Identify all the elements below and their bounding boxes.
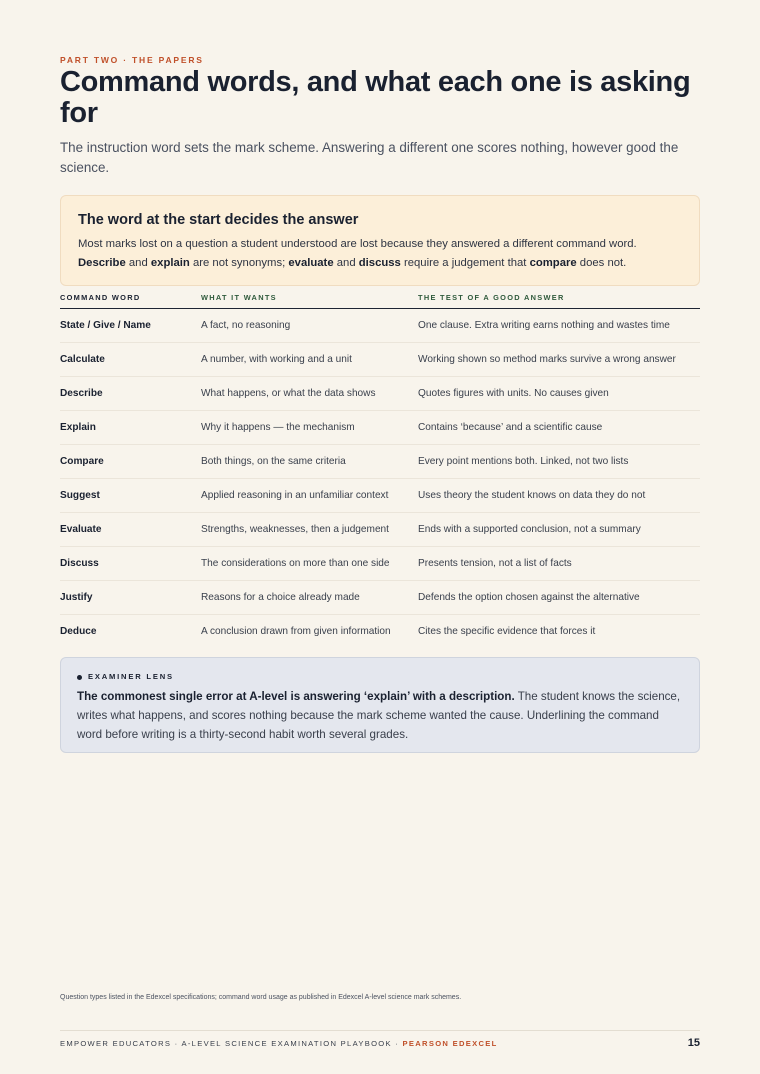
what-it-wants-cell: The considerations on more than one side xyxy=(201,558,390,569)
what-it-wants-cell: Strengths, weaknesses, then a judgement xyxy=(201,524,389,535)
what-it-wants-cell: Applied reasoning in an unfamiliar context xyxy=(201,490,389,501)
page-title: Command words, and what each one is asking for xyxy=(60,66,691,129)
command-word-cell: Justify xyxy=(60,592,93,603)
callout-term-compare: compare xyxy=(529,257,577,269)
callout-text: are not synonyms; xyxy=(189,257,289,269)
footer xyxy=(60,1039,700,1048)
good-answer-test-cell: Working shown so method marks survive a wrong answer xyxy=(418,354,676,365)
command-word-cell: Compare xyxy=(60,456,104,467)
table-row xyxy=(60,411,700,445)
what-it-wants-cell: Reasons for a choice already made xyxy=(201,592,360,603)
what-it-wants-cell: Why it happens — the mechanism xyxy=(201,422,355,433)
bullet-dot-icon xyxy=(77,675,82,680)
command-word-cell: Evaluate xyxy=(60,524,102,535)
page-subtitle: The instruction word sets the mark scheme. Answering a different one scores nothing, however good the science. xyxy=(60,140,679,175)
table-row xyxy=(60,581,700,615)
good-answer-test-cell: Every point mentions both. Linked, not two lists xyxy=(418,456,629,467)
command-word-cell: State / Give / Name xyxy=(60,320,151,331)
command-words-table xyxy=(60,293,700,649)
table-row xyxy=(60,377,700,411)
command-word-cell: Deduce xyxy=(60,626,97,637)
what-it-wants-cell: A fact, no reasoning xyxy=(201,320,291,331)
callout-text: and xyxy=(125,257,151,269)
callout-term-explain: explain xyxy=(150,257,190,269)
what-it-wants-cell: A number, with working and a unit xyxy=(201,354,352,365)
good-answer-test-cell: One clause. Extra writing earns nothing and wastes time xyxy=(418,320,670,331)
footer-brand: PEARSON EDEXCEL xyxy=(402,1039,498,1048)
table-row xyxy=(60,513,700,547)
what-it-wants-cell: What happens, or what the data shows xyxy=(201,388,376,399)
footer-divider xyxy=(60,1030,700,1031)
callout-line-1: Most marks lost on a question a student understood are lost because they answered a different command word. xyxy=(78,238,637,250)
good-answer-test-cell: Defends the option chosen against the alternative xyxy=(418,592,640,603)
table-row xyxy=(60,479,700,513)
examiner-lens-box xyxy=(60,657,700,753)
footer-text: EMPOWER EDUCATORS · A-LEVEL SCIENCE EXAMINATION PLAYBOOK · xyxy=(60,1039,403,1048)
lens-body xyxy=(77,687,683,744)
lens-text: The student knows the science, writes what happens, and scores nothing because the mark scheme wanted the cause. Underlining the command word before writing is a thirty-second habit worth several grades. xyxy=(77,690,681,741)
command-word-cell: Discuss xyxy=(60,558,99,569)
good-answer-test-cell: Uses theory the student knows on data they do not xyxy=(418,490,646,501)
section-kicker: PART TWO · THE PAPERS xyxy=(60,55,204,65)
table-row xyxy=(60,547,700,581)
good-answer-test-cell: Presents tension, not a list of facts xyxy=(418,558,572,569)
callout-text: and xyxy=(333,257,359,269)
command-word-cell: Explain xyxy=(60,422,96,433)
good-answer-test-cell: Quotes figures with units. No causes given xyxy=(418,388,609,399)
table-header xyxy=(60,293,700,309)
good-answer-test-cell: Ends with a supported conclusion, not a summary xyxy=(418,524,641,535)
what-it-wants-cell: Both things, on the same criteria xyxy=(201,456,346,467)
column-header-test: THE TEST OF A GOOD ANSWER xyxy=(418,293,565,302)
column-header-command-word: COMMAND WORD xyxy=(60,293,141,302)
callout-term-discuss: discuss xyxy=(358,257,401,269)
key-point-callout xyxy=(60,195,700,286)
callout-text: does not. xyxy=(576,257,627,269)
source-note: Question types listed in the Edexcel specifications; command word usage as published in Edexcel A-level science mark schemes. xyxy=(60,994,462,1001)
table-row xyxy=(60,615,700,649)
command-word-cell: Describe xyxy=(60,388,103,399)
command-word-cell: Calculate xyxy=(60,354,105,365)
table-row xyxy=(60,309,700,343)
callout-term-describe: Describe xyxy=(78,257,126,269)
lens-lead: The commonest single error at A-level is answering ‘explain’ with a description. xyxy=(77,690,515,703)
callout-title: The word at the start decides the answer xyxy=(78,212,359,228)
good-answer-test-cell: Contains ‘because’ and a scientific cause xyxy=(418,422,603,433)
column-header-what-it-wants: WHAT IT WANTS xyxy=(201,293,277,302)
good-answer-test-cell: Cites the specific evidence that forces it xyxy=(418,626,596,637)
lens-label xyxy=(77,671,683,683)
table-row xyxy=(60,343,700,377)
lens-label-text: EXAMINER LENS xyxy=(88,672,174,681)
page-number: 15 xyxy=(687,1037,700,1049)
callout-text: require a judgement that xyxy=(400,257,530,269)
table-body xyxy=(60,309,700,649)
command-word-cell: Suggest xyxy=(60,490,100,501)
table-row xyxy=(60,445,700,479)
callout-term-evaluate: evaluate xyxy=(288,257,334,269)
callout-body xyxy=(78,235,682,273)
what-it-wants-cell: A conclusion drawn from given information xyxy=(201,626,391,637)
